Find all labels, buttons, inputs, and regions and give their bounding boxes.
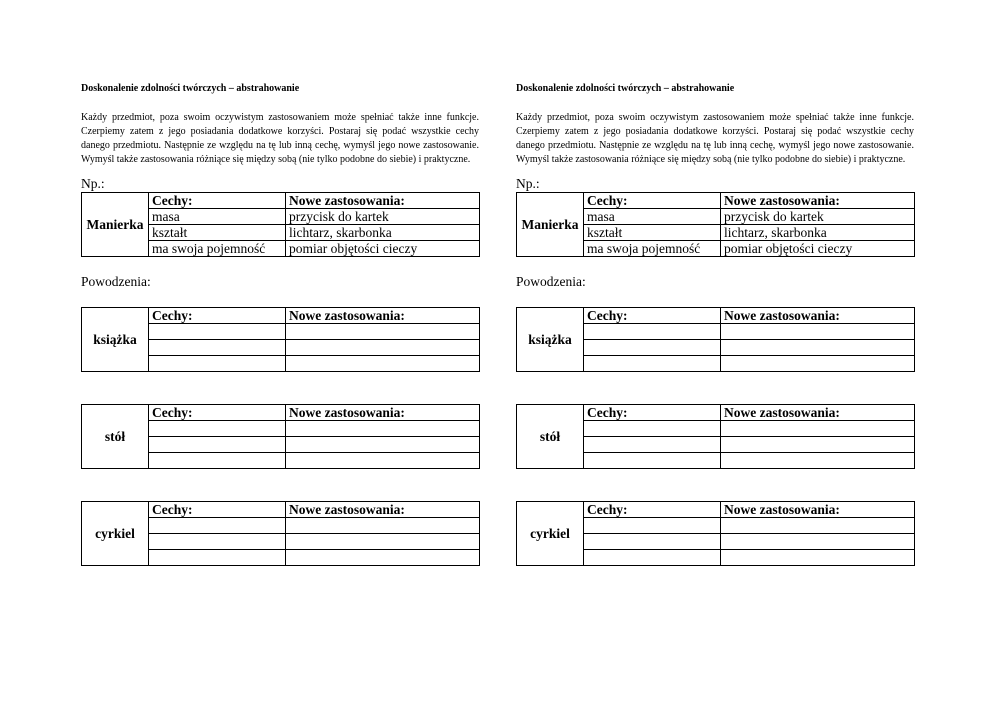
use-blank-cell[interactable] bbox=[286, 518, 480, 534]
use-blank-cell[interactable] bbox=[286, 340, 480, 356]
uses-header: Nowe zastosowania: bbox=[286, 405, 480, 421]
use-blank-cell[interactable] bbox=[286, 421, 480, 437]
table-header-row bbox=[517, 502, 915, 518]
feature-blank-cell[interactable] bbox=[149, 550, 286, 566]
exercise-object-cell: cyrkiel bbox=[517, 502, 584, 566]
features-header: Cechy: bbox=[149, 502, 286, 518]
feature-blank-cell[interactable] bbox=[584, 340, 721, 356]
exercise-table-cyrkiel bbox=[516, 501, 915, 566]
worksheet-title: Doskonalenie zdolności twórczych – abstrahowanie bbox=[516, 83, 735, 94]
success-label: Powodzenia: bbox=[81, 274, 151, 289]
features-header: Cechy: bbox=[584, 193, 721, 209]
exercise-object-cell: cyrkiel bbox=[82, 502, 149, 566]
features-header: Cechy: bbox=[149, 308, 286, 324]
uses-header: Nowe zastosowania: bbox=[721, 193, 915, 209]
table-header-row bbox=[82, 502, 480, 518]
feature-blank-cell[interactable] bbox=[149, 324, 286, 340]
exercise-object-cell: stół bbox=[517, 405, 584, 469]
feature-blank-cell[interactable] bbox=[584, 453, 721, 469]
use-blank-cell[interactable] bbox=[721, 340, 915, 356]
use-blank-cell[interactable] bbox=[286, 356, 480, 372]
feature-blank-cell[interactable] bbox=[149, 437, 286, 453]
example-object-cell: Manierka bbox=[517, 193, 584, 257]
use-blank-cell[interactable] bbox=[721, 437, 915, 453]
feature-cell: kształt bbox=[149, 225, 286, 241]
worksheet-instructions: Każdy przedmiot, poza swoim oczywistym zastosowaniem może spełniać także inne funkcje. Czerpiemy zatem z jego posiadania dodatkowe korzyści. Postaraj się podać wszystkie cechy danego przedmiotu. Następnie ze względu na tę lub inną cechę, wymyśl jego nowe zastosowanie. Wymyśl także zastosowania różniące się między sobą (nie tylko podobne do siebie) i praktyczne. bbox=[81, 112, 479, 165]
use-cell: pomiar objętości cieczy bbox=[721, 241, 915, 257]
feature-blank-cell[interactable] bbox=[584, 421, 721, 437]
feature-blank-cell[interactable] bbox=[584, 324, 721, 340]
example-object-cell: Manierka bbox=[82, 193, 149, 257]
feature-blank-cell[interactable] bbox=[149, 518, 286, 534]
exercise-table-ksiazka bbox=[81, 307, 480, 372]
use-blank-cell[interactable] bbox=[721, 453, 915, 469]
use-cell: lichtarz, skarbonka bbox=[286, 225, 480, 241]
exercise-table-stol bbox=[81, 404, 480, 469]
table-header-row bbox=[517, 308, 915, 324]
features-header: Cechy: bbox=[149, 405, 286, 421]
use-blank-cell[interactable] bbox=[286, 550, 480, 566]
use-blank-cell[interactable] bbox=[286, 453, 480, 469]
use-cell: przycisk do kartek bbox=[286, 209, 480, 225]
exercise-object-cell: stół bbox=[82, 405, 149, 469]
use-blank-cell[interactable] bbox=[286, 437, 480, 453]
uses-header: Nowe zastosowania: bbox=[286, 502, 480, 518]
use-blank-cell[interactable] bbox=[721, 550, 915, 566]
table-header-row bbox=[82, 308, 480, 324]
worksheet-title: Doskonalenie zdolności twórczych – abstrahowanie bbox=[81, 83, 300, 94]
feature-cell: kształt bbox=[584, 225, 721, 241]
feature-cell: masa bbox=[149, 209, 286, 225]
table-header-row bbox=[517, 405, 915, 421]
uses-header: Nowe zastosowania: bbox=[721, 502, 915, 518]
success-label: Powodzenia: bbox=[516, 274, 586, 289]
feature-blank-cell[interactable] bbox=[584, 550, 721, 566]
uses-header: Nowe zastosowania: bbox=[286, 193, 480, 209]
uses-header: Nowe zastosowania: bbox=[721, 405, 915, 421]
feature-blank-cell[interactable] bbox=[149, 534, 286, 550]
use-blank-cell[interactable] bbox=[721, 356, 915, 372]
worksheet-left bbox=[81, 82, 479, 566]
feature-blank-cell[interactable] bbox=[149, 340, 286, 356]
feature-blank-cell[interactable] bbox=[584, 534, 721, 550]
uses-header: Nowe zastosowania: bbox=[721, 308, 915, 324]
feature-blank-cell[interactable] bbox=[149, 453, 286, 469]
feature-cell: masa bbox=[584, 209, 721, 225]
feature-cell: ma swoja pojemność bbox=[584, 241, 721, 257]
worksheet-instructions: Każdy przedmiot, poza swoim oczywistym zastosowaniem może spełniać także inne funkcje. Czerpiemy zatem z jego posiadania dodatkowe korzyści. Postaraj się podać wszystkie cechy danego przedmiotu. Następnie ze względu na tę lub inną cechę, wymyśl jego nowe zastosowanie. Wymyśl także zastosowania różniące się między sobą (nie tylko podobne do siebie) i praktyczne. bbox=[516, 112, 914, 165]
feature-blank-cell[interactable] bbox=[584, 437, 721, 453]
features-header: Cechy: bbox=[584, 405, 721, 421]
use-blank-cell[interactable] bbox=[286, 534, 480, 550]
use-blank-cell[interactable] bbox=[721, 324, 915, 340]
exercise-table-stol bbox=[516, 404, 915, 469]
use-blank-cell[interactable] bbox=[721, 421, 915, 437]
table-header-row bbox=[82, 405, 480, 421]
use-blank-cell[interactable] bbox=[286, 324, 480, 340]
table-header-row bbox=[517, 193, 915, 209]
example-table bbox=[516, 192, 915, 257]
worksheet-right bbox=[516, 82, 914, 566]
features-header: Cechy: bbox=[149, 193, 286, 209]
example-table bbox=[81, 192, 480, 257]
table-header-row bbox=[82, 193, 480, 209]
feature-blank-cell[interactable] bbox=[584, 518, 721, 534]
features-header: Cechy: bbox=[584, 308, 721, 324]
example-label: Np.: bbox=[81, 176, 105, 191]
use-cell: lichtarz, skarbonka bbox=[721, 225, 915, 241]
feature-blank-cell[interactable] bbox=[584, 356, 721, 372]
feature-blank-cell[interactable] bbox=[149, 356, 286, 372]
use-cell: pomiar objętości cieczy bbox=[286, 241, 480, 257]
use-cell: przycisk do kartek bbox=[721, 209, 915, 225]
features-header: Cechy: bbox=[584, 502, 721, 518]
exercise-table-ksiazka bbox=[516, 307, 915, 372]
exercise-object-cell: książka bbox=[517, 308, 584, 372]
use-blank-cell[interactable] bbox=[721, 518, 915, 534]
feature-blank-cell[interactable] bbox=[149, 421, 286, 437]
exercise-object-cell: książka bbox=[82, 308, 149, 372]
feature-cell: ma swoja pojemność bbox=[149, 241, 286, 257]
use-blank-cell[interactable] bbox=[721, 534, 915, 550]
exercise-table-cyrkiel bbox=[81, 501, 480, 566]
example-label: Np.: bbox=[516, 176, 540, 191]
uses-header: Nowe zastosowania: bbox=[286, 308, 480, 324]
